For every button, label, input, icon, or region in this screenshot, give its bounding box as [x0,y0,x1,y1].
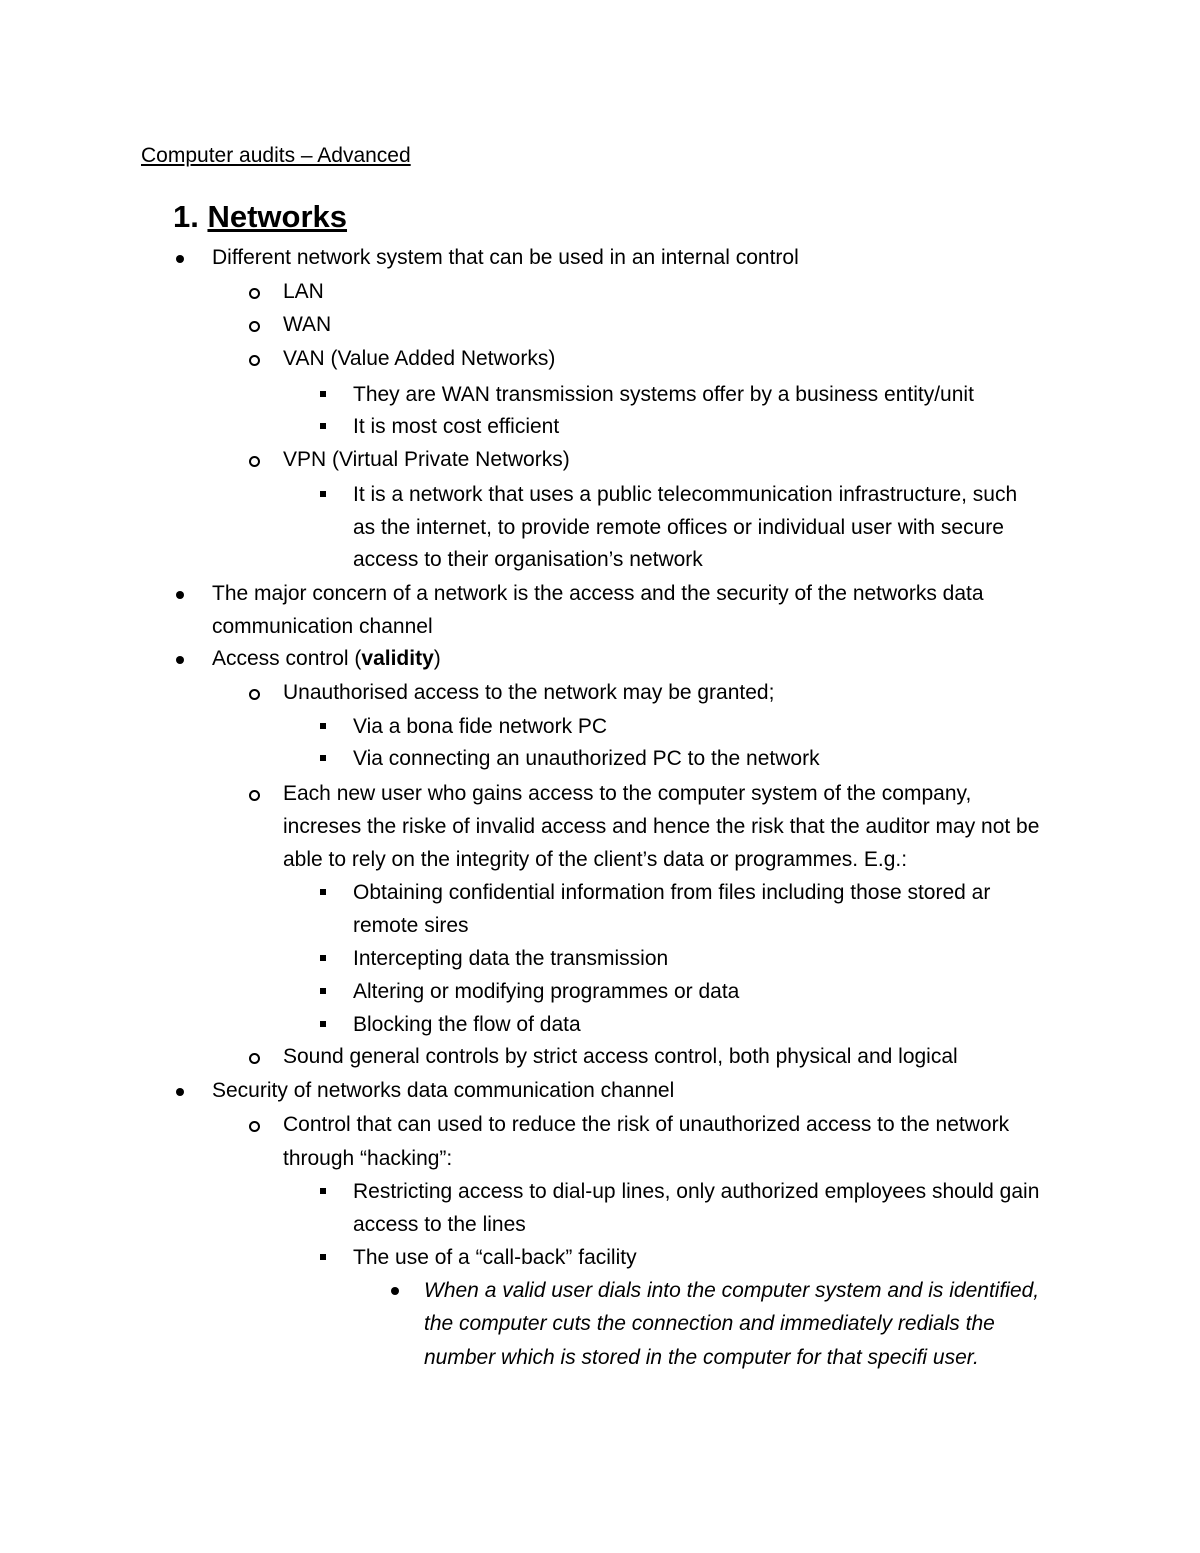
list-item: The major concern of a network is the access and the security of the networks data [212,582,984,605]
list-item-continuation: number which is stored in the computer for that specifi user. [424,1346,979,1369]
list-item: Restricting access to dial-up lines, only authorized employees should gain [353,1180,1040,1203]
list-item: Via a bona fide network PC [353,715,608,738]
section-heading [173,198,347,236]
list-item-continuation: as the internet, to provide remote offices or individual user with secure [353,516,1004,539]
section-title: Networks [207,199,348,234]
circle-bullet-icon [249,321,260,332]
bullet-icon [176,656,184,664]
square-bullet-icon [320,889,326,895]
list-item: Obtaining confidential information from files including those stored ar [353,881,991,904]
circle-bullet-icon [249,456,260,467]
square-bullet-icon [320,423,326,429]
circle-bullet-icon [249,288,260,299]
list-item [212,646,441,672]
list-item: Altering or modifying programmes or data [353,980,740,1003]
list-item: Control that can used to reduce the risk of unauthorized access to the network [283,1113,1010,1136]
list-item-continuation: remote sires [353,914,469,937]
list-item-continuation: access to the lines [353,1213,526,1236]
list-item: The use of a “call-back” facility [353,1246,637,1269]
list-item-continuation: able to rely on the integrity of the client’s data or programmes. E.g.: [283,848,908,871]
list-item: WAN [283,313,332,336]
list-item: Sound general controls by strict access control, both physical and logical [283,1045,958,1068]
list-item: LAN [283,280,324,303]
document-title: Computer audits – Advanced [141,144,411,167]
list-item-continuation: the computer cuts the connection and immediately redials the [424,1312,995,1335]
section-number: 1. [173,199,208,234]
list-item: Intercepting data the transmission [353,947,669,970]
list-item: Unauthorised access to the network may be granted; [283,681,775,704]
list-item-continuation: communication channel [212,615,433,638]
list-item: VAN (Value Added Networks) [283,347,556,370]
list-text: Access control ( [212,647,362,670]
list-item-continuation: access to their organisation’s network [353,548,703,571]
list-item: Different network system that can be used in an internal control [212,246,799,269]
list-item-continuation: increses the riske of invalid access and hence the risk that the auditor may not be [283,815,1040,838]
list-text-bold: validity [361,647,434,670]
square-bullet-icon [320,723,326,729]
list-item: When a valid user dials into the computer system and is identified, [424,1279,1040,1302]
square-bullet-icon [320,755,326,761]
square-bullet-icon [320,491,326,497]
square-bullet-icon [320,1254,326,1260]
square-bullet-icon [320,1188,326,1194]
list-text: ) [433,647,441,670]
bullet-icon [391,1287,399,1295]
list-item-continuation: through “hacking”: [283,1147,453,1170]
square-bullet-icon [320,988,326,994]
list-item: Via connecting an unauthorized PC to the network [353,747,820,770]
bullet-icon [176,1088,184,1096]
circle-bullet-icon [249,355,260,366]
list-item: Each new user who gains access to the computer system of the company, [283,782,972,805]
circle-bullet-icon [249,790,260,801]
circle-bullet-icon [249,689,260,700]
list-item: They are WAN transmission systems offer by a business entity/unit [353,383,974,406]
list-item: Blocking the flow of data [353,1013,581,1036]
square-bullet-icon [320,1021,326,1027]
bullet-icon [176,255,184,263]
square-bullet-icon [320,955,326,961]
bullet-icon [176,591,184,599]
list-item: VPN (Virtual Private Networks) [283,448,570,471]
square-bullet-icon [320,391,326,397]
circle-bullet-icon [249,1121,260,1132]
circle-bullet-icon [249,1053,260,1064]
list-item: It is most cost efficient [353,415,560,438]
list-item: Security of networks data communication channel [212,1079,675,1102]
list-item: It is a network that uses a public telecommunication infrastructure, such [353,483,1018,506]
